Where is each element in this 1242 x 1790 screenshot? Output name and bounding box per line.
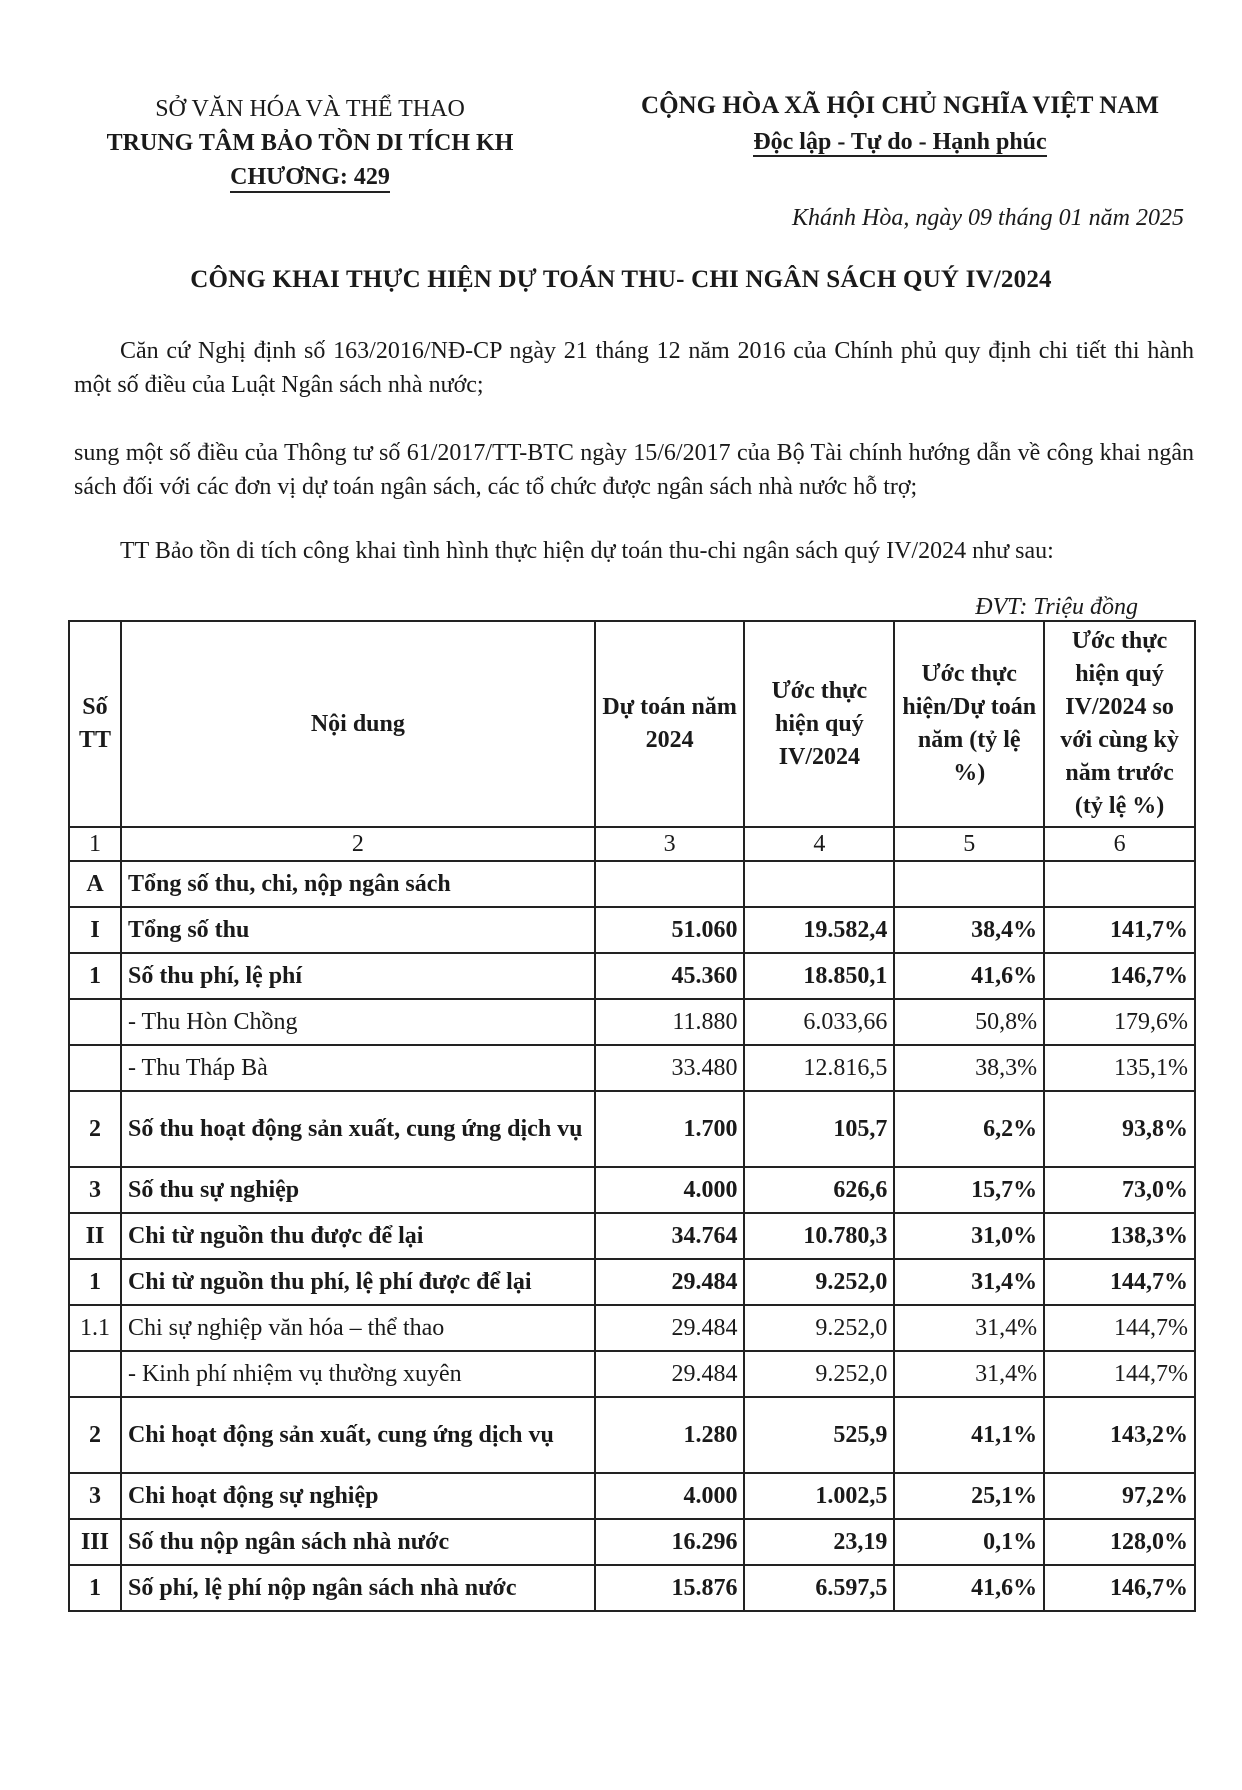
cell-yoy: 143,2% [1044, 1397, 1195, 1473]
paragraph-legal-basis-2: sung một số điều của Thông tư số 61/2017/TT-BTC ngày 15/6/2017 của Bộ Tài chính hướng dẫn về công khai ngân sách đối với các đơn vị dự toán ngân sách, các tổ chức được ngân sách nhà nước hỗ trợ; [74, 440, 1194, 500]
cell-q4: 6.597,5 [744, 1565, 894, 1611]
cell-estimate: 29.484 [595, 1305, 745, 1351]
header-yoy: Ước thực hiện quý IV/2024 so với cùng kỳ năm trước (tỷ lệ %) [1044, 621, 1195, 827]
cell-estimate: 34.764 [595, 1213, 745, 1259]
cell-estimate: 29.484 [595, 1259, 745, 1305]
cell-q4: 9.252,0 [744, 1305, 894, 1351]
cell-stt: 2 [69, 1091, 121, 1167]
table-row [69, 953, 1195, 999]
table-row [69, 1213, 1195, 1259]
cell-yoy [1044, 861, 1195, 907]
header-q4: Ước thực hiện quý IV/2024 [744, 621, 894, 827]
cell-content: - Thu Hòn Chồng [121, 999, 595, 1045]
column-number: 5 [894, 827, 1044, 861]
cell-yoy: 144,7% [1044, 1259, 1195, 1305]
cell-q4: 12.816,5 [744, 1045, 894, 1091]
cell-stt: A [69, 861, 121, 907]
cell-q4: 9.252,0 [744, 1351, 894, 1397]
cell-estimate: 11.880 [595, 999, 745, 1045]
table-row [69, 1045, 1195, 1091]
cell-content: Số thu hoạt động sản xuất, cung ứng dịch vụ [121, 1091, 595, 1167]
cell-stt: III [69, 1519, 121, 1565]
table-row [69, 1397, 1195, 1473]
unit-label: ĐVT: Triệu đồng [975, 594, 1138, 620]
cell-content: Chi từ nguồn thu phí, lệ phí được để lại [121, 1259, 595, 1305]
cell-q4: 105,7 [744, 1091, 894, 1167]
column-number-row [69, 827, 1195, 861]
cell-ratio: 31,0% [894, 1213, 1044, 1259]
cell-estimate: 1.700 [595, 1091, 745, 1167]
cell-yoy: 144,7% [1044, 1305, 1195, 1351]
cell-stt: 1 [69, 1565, 121, 1611]
cell-yoy: 97,2% [1044, 1473, 1195, 1519]
cell-ratio: 31,4% [894, 1351, 1044, 1397]
cell-q4: 9.252,0 [744, 1259, 894, 1305]
cell-yoy: 146,7% [1044, 953, 1195, 999]
cell-estimate: 33.480 [595, 1045, 745, 1091]
cell-ratio: 50,8% [894, 999, 1044, 1045]
cell-content: Tổng số thu [121, 907, 595, 953]
national-header [600, 88, 1200, 160]
cell-ratio: 6,2% [894, 1091, 1044, 1167]
cell-ratio: 41,1% [894, 1397, 1044, 1473]
cell-estimate [595, 861, 745, 907]
cell-yoy: 146,7% [1044, 1565, 1195, 1611]
paragraph-legal-basis-1: Căn cứ Nghị định số 163/2016/NĐ-CP ngày 21 tháng 12 năm 2016 của Chính phủ quy định chi tiết thi hành một số điều của Luật Ngân sách nhà nước; [74, 338, 1194, 398]
center-name: TRUNG TÂM BẢO TỒN DI TÍCH KH [106, 130, 514, 156]
cell-content: Chi từ nguồn thu được để lại [121, 1213, 595, 1259]
national-motto: Độc lập - Tự do - Hạnh phúc [753, 129, 1047, 155]
column-number: 1 [69, 827, 121, 861]
cell-yoy: 179,6% [1044, 999, 1195, 1045]
cell-stt [69, 1045, 121, 1091]
table-row [69, 1565, 1195, 1611]
cell-estimate: 45.360 [595, 953, 745, 999]
cell-ratio: 38,3% [894, 1045, 1044, 1091]
header-content: Nội dung [121, 621, 595, 827]
cell-stt: 3 [69, 1167, 121, 1213]
cell-yoy: 138,3% [1044, 1213, 1195, 1259]
cell-content: - Kinh phí nhiệm vụ thường xuyên [121, 1351, 595, 1397]
table-row [69, 1259, 1195, 1305]
header-stt: Số TT [69, 621, 121, 827]
header-estimate: Dự toán năm 2024 [595, 621, 745, 827]
cell-stt [69, 999, 121, 1045]
chapter-code: CHƯƠNG: 429 [60, 160, 560, 194]
cell-content: Số thu nộp ngân sách nhà nước [121, 1519, 595, 1565]
date-line: Khánh Hòa, ngày 09 tháng 01 năm 2025 [792, 205, 1184, 231]
column-number: 2 [121, 827, 595, 861]
table-row [69, 999, 1195, 1045]
column-number: 6 [1044, 827, 1195, 861]
table-header-row [69, 621, 1195, 827]
table-row [69, 907, 1195, 953]
cell-stt: 1.1 [69, 1305, 121, 1351]
cell-ratio: 41,6% [894, 1565, 1044, 1611]
cell-content: Tổng số thu, chi, nộp ngân sách [121, 861, 595, 907]
document-title: CÔNG KHAI THỰC HIỆN DỰ TOÁN THU- CHI NGÂN SÁCH QUÝ IV/2024 [190, 266, 1052, 293]
cell-estimate: 16.296 [595, 1519, 745, 1565]
cell-q4: 1.002,5 [744, 1473, 894, 1519]
country-name: CỘNG HÒA XÃ HỘI CHỦ NGHĨA VIỆT NAM [641, 92, 1159, 119]
table-row [69, 1473, 1195, 1519]
cell-stt [69, 1351, 121, 1397]
cell-q4: 18.850,1 [744, 953, 894, 999]
column-number: 3 [595, 827, 745, 861]
cell-estimate: 51.060 [595, 907, 745, 953]
cell-q4: 525,9 [744, 1397, 894, 1473]
cell-content: Số phí, lệ phí nộp ngân sách nhà nước [121, 1565, 595, 1611]
cell-estimate: 29.484 [595, 1351, 745, 1397]
cell-content: - Thu Tháp Bà [121, 1045, 595, 1091]
cell-q4: 626,6 [744, 1167, 894, 1213]
cell-estimate: 15.876 [595, 1565, 745, 1611]
cell-yoy: 144,7% [1044, 1351, 1195, 1397]
cell-stt: 1 [69, 953, 121, 999]
cell-content: Chi sự nghiệp văn hóa – thể thao [121, 1305, 595, 1351]
cell-yoy: 141,7% [1044, 907, 1195, 953]
cell-q4: 6.033,66 [744, 999, 894, 1045]
cell-estimate: 4.000 [595, 1473, 745, 1519]
cell-q4 [744, 861, 894, 907]
column-number: 4 [744, 827, 894, 861]
cell-yoy: 93,8% [1044, 1091, 1195, 1167]
cell-ratio: 41,6% [894, 953, 1044, 999]
table-row [69, 1305, 1195, 1351]
cell-stt: II [69, 1213, 121, 1259]
table-row [69, 1091, 1195, 1167]
table-row [69, 1351, 1195, 1397]
cell-yoy: 73,0% [1044, 1167, 1195, 1213]
cell-ratio: 38,4% [894, 907, 1044, 953]
cell-stt: 3 [69, 1473, 121, 1519]
cell-ratio: 31,4% [894, 1305, 1044, 1351]
cell-ratio [894, 861, 1044, 907]
table-row [69, 1167, 1195, 1213]
cell-content: Chi hoạt động sản xuất, cung ứng dịch vụ [121, 1397, 595, 1473]
department-name: SỞ VĂN HÓA VÀ THỂ THAO [155, 96, 465, 122]
cell-stt: 2 [69, 1397, 121, 1473]
budget-table [68, 620, 1196, 1612]
cell-yoy: 128,0% [1044, 1519, 1195, 1565]
cell-ratio: 25,1% [894, 1473, 1044, 1519]
cell-q4: 19.582,4 [744, 907, 894, 953]
cell-ratio: 15,7% [894, 1167, 1044, 1213]
cell-stt: 1 [69, 1259, 121, 1305]
cell-estimate: 1.280 [595, 1397, 745, 1473]
cell-ratio: 31,4% [894, 1259, 1044, 1305]
cell-q4: 23,19 [744, 1519, 894, 1565]
cell-q4: 10.780,3 [744, 1213, 894, 1259]
table-row [69, 1519, 1195, 1565]
header-ratio: Ước thực hiện/Dự toán năm (tỷ lệ %) [894, 621, 1044, 827]
cell-ratio: 0,1% [894, 1519, 1044, 1565]
cell-content: Chi hoạt động sự nghiệp [121, 1473, 595, 1519]
table-body [69, 861, 1195, 1611]
cell-content: Số thu phí, lệ phí [121, 953, 595, 999]
cell-stt: I [69, 907, 121, 953]
table-row [69, 861, 1195, 907]
cell-yoy: 135,1% [1044, 1045, 1195, 1091]
cell-content: Số thu sự nghiệp [121, 1167, 595, 1213]
cell-estimate: 4.000 [595, 1167, 745, 1213]
agency-header [60, 92, 560, 194]
paragraph-intro: TT Bảo tồn di tích công khai tình hình thực hiện dự toán thu-chi ngân sách quý IV/2024 như sau: [120, 538, 1054, 564]
